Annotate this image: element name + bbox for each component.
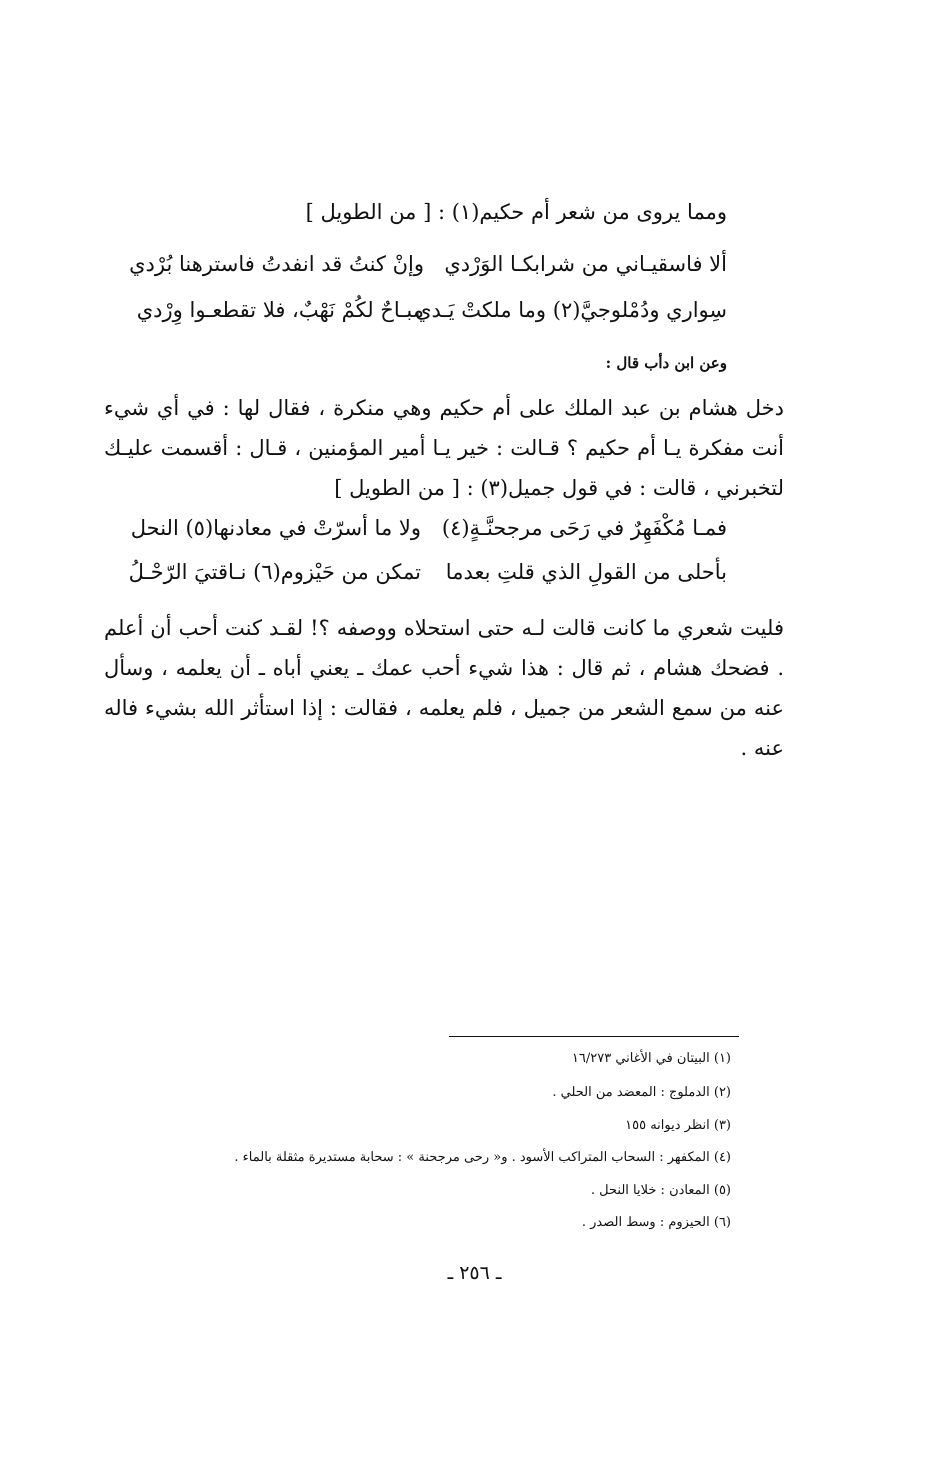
verse-3-second-hemistich: ولا ما أسرّتْ في معادنها(٥) النحل (130, 516, 421, 540)
footnote-5: (٥) المعادن : خلايا النحل . (590, 1183, 731, 1198)
verse-3-first-hemistich: فمـا مُكْفَهِرٌ في رَحَى مرجحنَّـةٍ(٤) (441, 516, 727, 540)
verse-2-second-hemistich: مبـاحٌ لكُمْ نَهْبٌ، فلا تقطعـوا وِرْدي (136, 298, 424, 322)
footnote-separator (449, 1036, 739, 1037)
footnote-3: (٣) انظر ديوانه ١٥٥ (625, 1118, 731, 1133)
paragraph-2: فليت شعري ما كانت قالت لـه حتى استحلاه ووصفه ؟! لقـد كنت أحب أن أعلم . فضحك هشام ، ثم قال : هذا شيء أحب عمك ـ يعني أباه ـ أن يعلمه ، وسأل عنه من سمع الشعر من جميل ، فلم يعلمه ، فقالت : إذا استأثر الله بشيء فاله عنه . (104, 616, 784, 760)
footnote-6: (٦) الحيزوم : وسط الصدر . (581, 1215, 731, 1230)
verse-4-first-hemistich: بأحلى من القولِ الذي قلتِ بعدما (445, 560, 727, 584)
verse-1-second-hemistich: وإنْ كنتُ قد انفدتُ فاسترهنا بُرْدي (129, 252, 424, 276)
page-number: ـ ٢٥٦ ـ (447, 1262, 502, 1284)
verse-1-first-hemistich: ألا فاسقيـاني من شرابكـا الوَرْدي (444, 252, 727, 276)
paragraph-1: دخل هشام بن عبد الملك على أم حكيم وهي منكرة ، فقال لها : في أي شيء أنت مفكرة يـا أم حكيم ؟ قـالت : خير يـا أمير المؤمنين ، قـال : أقسمت عليـك لتخبرني ، قالت : في قول جميل(٣) : [ من الطويل ] (104, 396, 784, 500)
footnote-2: (٢) الدملوج : المعضد من الحلي . (552, 1085, 731, 1100)
verse-2-first-hemistich: سِواري ودُمْلوجيَّ(٢) وما ملكتْ يَـدي (415, 298, 727, 322)
verse-4-second-hemistich: تمكن من حَيْزوم(٦) نـاقتيَ الرّحْـلُ (128, 560, 421, 584)
footnote-1: (١) البيتان في الأغاني ١٦/٢٧٣ (571, 1051, 731, 1066)
footnote-4: (٤) المكفهر : السحاب المتراكب الأسود . و« رحى مرجحنة » : سحابة مستديرة مثقلة بالماء . (234, 1150, 731, 1165)
poem-intro: ومما يروى من شعر أم حكيم(١) : [ من الطويل ] (305, 200, 727, 224)
narration-heading: وعن ابن دأب قال : (605, 354, 727, 372)
